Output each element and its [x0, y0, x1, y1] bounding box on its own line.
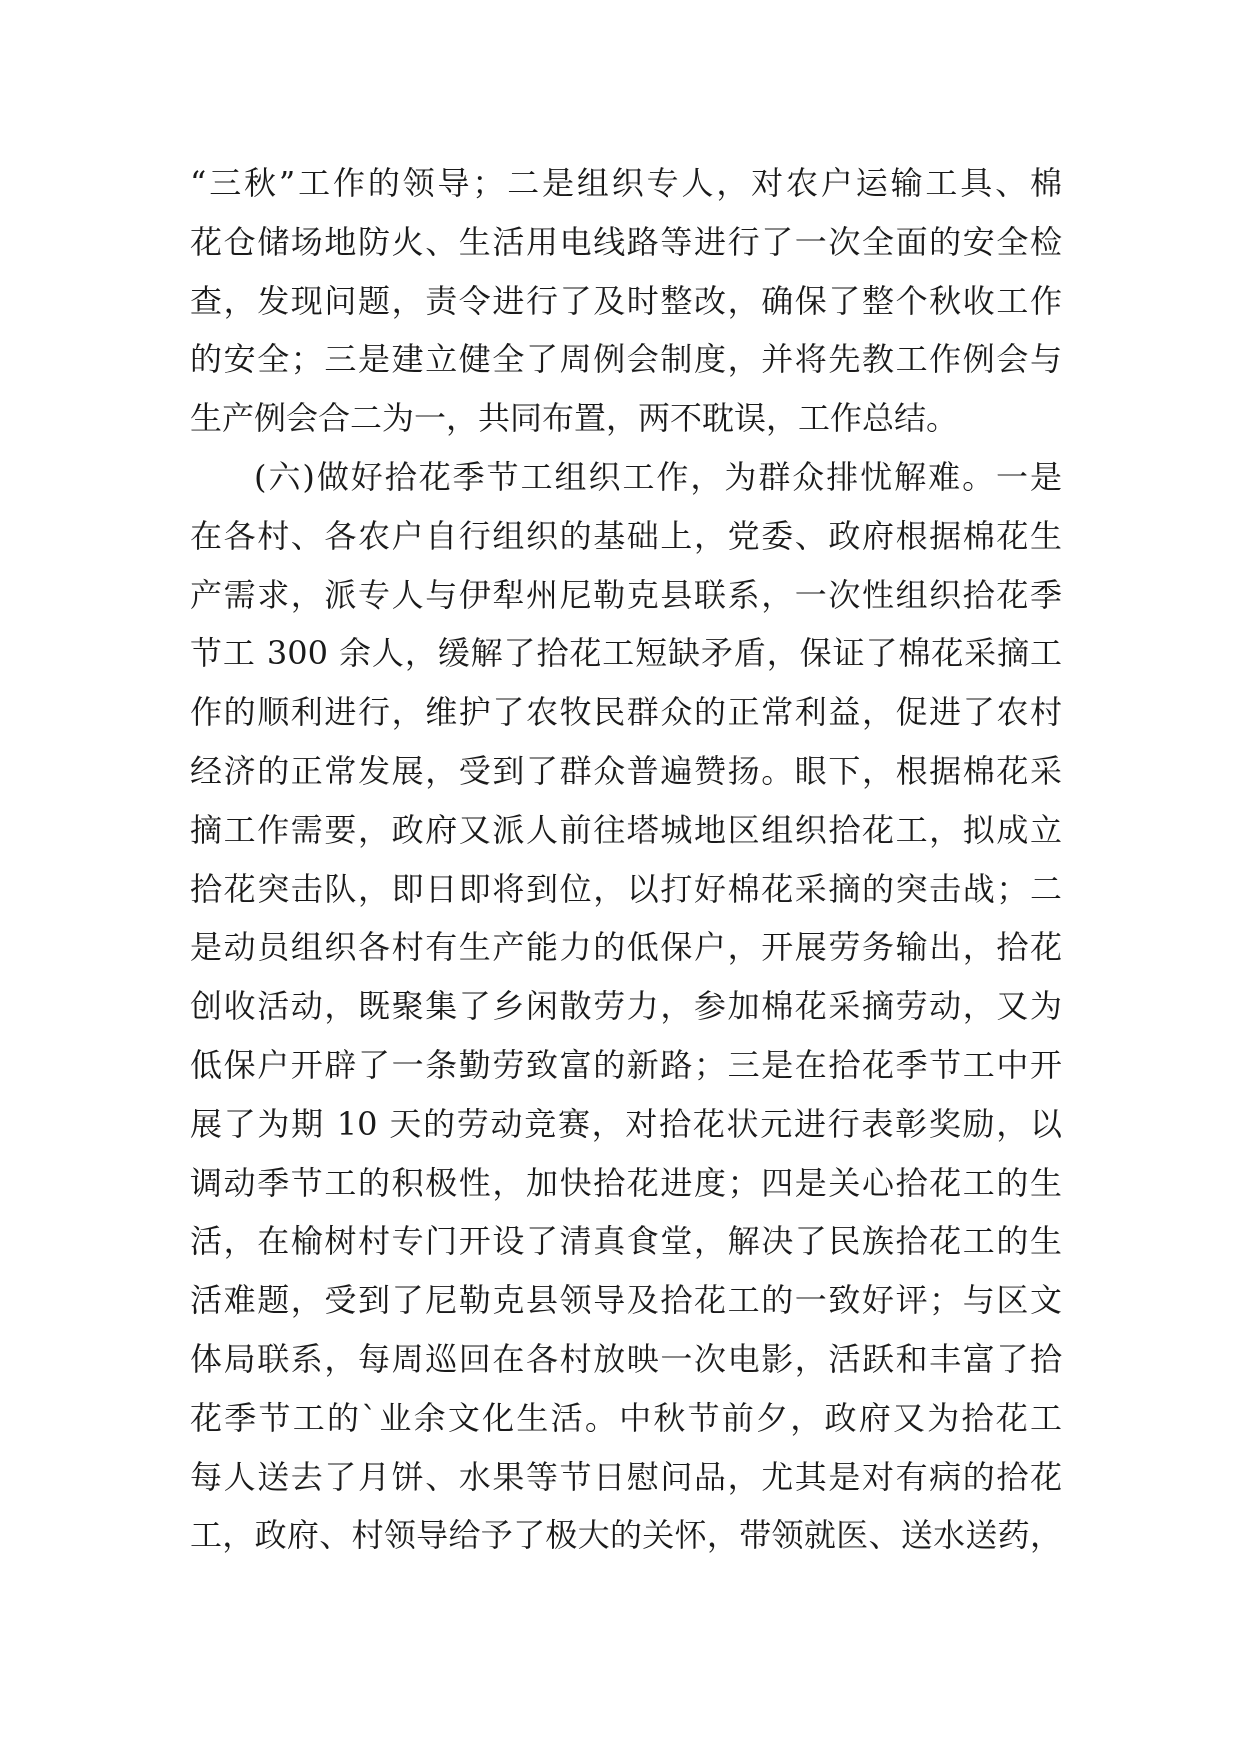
text-line: 是动员组织各村有生产能力的低保户，开展劳务输出，拾花 — [190, 928, 1062, 967]
text-line: 工，政府、村领导给予了极大的关怀，带领就医、送水送药， — [190, 1516, 1062, 1555]
text-line: 产需求，派专人与伊犁州尼勒克县联系，一次性组织拾花季 — [190, 575, 1062, 614]
text-line: 活难题，受到了尼勒克县领导及拾花工的一致好评；与区文 — [190, 1281, 1062, 1320]
text-line: 低保户开辟了一条勤劳致富的新路；三是在拾花季节工中开 — [190, 1045, 1062, 1084]
text-line: 经济的正常发展，受到了群众普遍赞扬。眼下，根据棉花采 — [190, 751, 1062, 790]
text-line: 节工 300 余人，缓解了拾花工短缺矛盾，保证了棉花采摘工 — [190, 634, 1062, 673]
text-line: 展了为期 10 天的劳动竞赛，对拾花状元进行表彰奖励，以 — [190, 1104, 1062, 1143]
text-line: 每人送去了月饼、水果等节日慰问品，尤其是对有病的拾花 — [190, 1457, 1062, 1496]
paragraph-first-line: (六)做好拾花季节工组织工作，为群众排忧解难。一是 — [254, 457, 1062, 496]
text-line: 在各村、各农户自行组织的基础上，党委、政府根据棉花生 — [190, 516, 1062, 555]
text-line: “三秋”工作的领导；二是组织专人，对农户运输工具、棉 — [190, 164, 1062, 202]
text-line: 体局联系，每周巡回在各村放映一次电影，活跃和丰富了拾 — [190, 1339, 1062, 1378]
text-line: 活，在榆树村专门开设了清真食堂，解决了民族拾花工的生 — [190, 1222, 1062, 1261]
text-line: 花季节工的`业余文化生活。中秋节前夕，政府又为拾花工 — [190, 1398, 1062, 1437]
text-line: 创收活动，既聚集了乡闲散劳力，参加棉花采摘劳动，又为 — [190, 987, 1062, 1026]
text-line: 花仓储场地防火、生活用电线路等进行了一次全面的安全检 — [190, 222, 1062, 261]
text-line: 查，发现问题，责令进行了及时整改，确保了整个秋收工作 — [190, 281, 1062, 320]
document-body — [190, 154, 1062, 1565]
text-line: 作的顺利进行，维护了农牧民群众的正常利益，促进了农村 — [190, 693, 1062, 732]
paragraph-end-line: 生产例会合二为一，共同布置，两不耽误，工作总结。 — [190, 399, 959, 438]
text-line: 调动季节工的积极性，加快拾花进度；四是关心拾花工的生 — [190, 1163, 1062, 1202]
text-line: 的安全；三是建立健全了周例会制度，并将先教工作例会与 — [190, 340, 1062, 379]
text-line: 摘工作需要，政府又派人前往塔城地区组织拾花工，拟成立 — [190, 810, 1062, 849]
text-line: 拾花突击队，即日即将到位，以打好棉花采摘的突击战；二 — [190, 869, 1062, 908]
